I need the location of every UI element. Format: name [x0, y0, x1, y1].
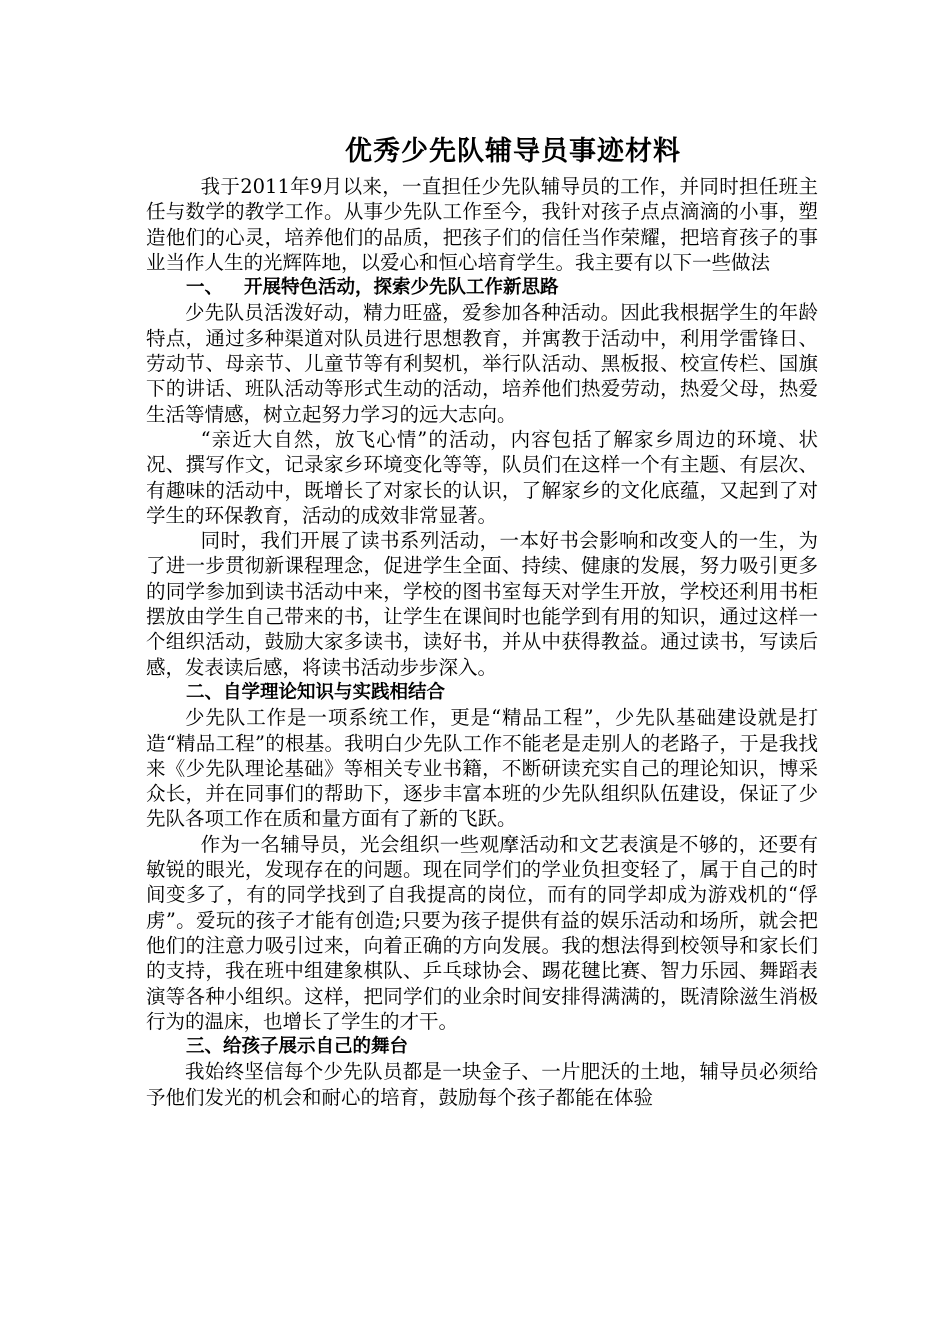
section-3-heading: 三、给孩子展示自己的舞台 [186, 1036, 409, 1058]
section-1-paragraph-1: 少先队员活泼好动，精力旺盛，爱参加各种活动。因此我根据学生的年龄特点，通过多种渠道对队员进行思想教育，并寓教于活动中，利用学雷锋日、劳动节、母亲节、儿童节等有利契机，举行队活动、黑板报、校宣传栏、国旗下的讲话、班队活动等形式生动的活动，培养他们热爱劳动，热爱父母，热爱生活等情感，树立起努力学习的远大志向。 [146, 301, 818, 426]
section-2-paragraph-1: 少先队工作是一项系统工作，更是“精品工程”，少先队基础建设就是打造“精品工程”的根基。我明白少先队工作不能老是走别人的老路子，于是我找来《少先队理论基础》等相关专业书籍，不断研读充实自己的理论知识，博采众长，并在同事们的帮助下，逐步丰富本班的少先队组织队伍建设，保证了少先队各项工作在质和量方面有了新的飞跃。 [146, 706, 818, 831]
section-1-heading [146, 275, 818, 300]
section-3-paragraph-1: 我始终坚信每个少先队员都是一块金子、一片肥沃的土地，辅导员必须给予他们发光的机会和耐心的培育，鼓励每个孩子都能在体验 [146, 1060, 818, 1109]
section-2-paragraph-2: 作为一名辅导员，光会组织一些观摩活动和文艺表演是不够的，还要有敏锐的眼光，发现存在的问题。现在同学们的学业负担变轻了，属于自己的时间变多了，有的同学找到了自我提高的岗位，而有的同学却成为游戏机的“俘虏”。爱玩的孩子才能有创造;只要为孩子提供有益的娱乐活动和场所，就会把他们的注意力吸引过来，向着正确的方向发展。我的想法得到校领导和家长们的支持，我在班中组建象棋队、乒乓球协会、踢花毽比赛、智力乐园、舞蹈表演等各种小组织。这样，把同学们的业余时间安排得满满的，既清除滋生消极行为的温床，也增长了学生的才干。 [146, 832, 818, 1033]
intro-paragraph: 我于2011年9月以来，一直担任少先队辅导员的工作，并同时担任班主任与数学的教学工作。从事少先队工作至今，我针对孩子点点滴滴的小事，塑造他们的心灵，培养他们的品质，把孩子们的信任当作荣耀，把培育孩子的事业当作人生的光辉阵地，以爱心和恒心培育学生。我主要有以下一些做法 [146, 175, 818, 274]
document-title: 优秀少先队辅导员事迹材料 [345, 136, 681, 167]
section-1-paragraph-2: “亲近大自然，放飞心情”的活动，内容包括了解家乡周边的环境、状况、撰写作文，记录家乡环境变化等等，队员们在这样一个有主题、有层次、有趣味的活动中，既增长了对家长的认识，了解家乡的文化底蕴，又起到了对学生的环保教育，活动的成效非常显著。 [146, 427, 818, 527]
document-page [146, 130, 818, 1110]
section-1-title: 开展特色活动，探索少先队工作新思路 [244, 277, 559, 299]
section-1-paragraph-3: 同时，我们开展了读书系列活动，一本好书会影响和改变人的一生，为了进一步贯彻新课程理念，促进学生全面、持续、健康的发展，努力吸引更多的同学参加到读书活动中来，学校的图书室每天对学生开放，学校还利用书柜摆放由学生自己带来的书，让学生在课间时也能学到有用的知识，通过这样一个组织活动，鼓励大家多读书，读好书，并从中获得教益。通过读书，写读后感，发表读后感，将读书活动步步深入。 [146, 529, 818, 679]
section-2-heading: 二、自学理论知识与实践相结合 [186, 681, 446, 703]
section-1-number: 一、 [186, 277, 224, 299]
